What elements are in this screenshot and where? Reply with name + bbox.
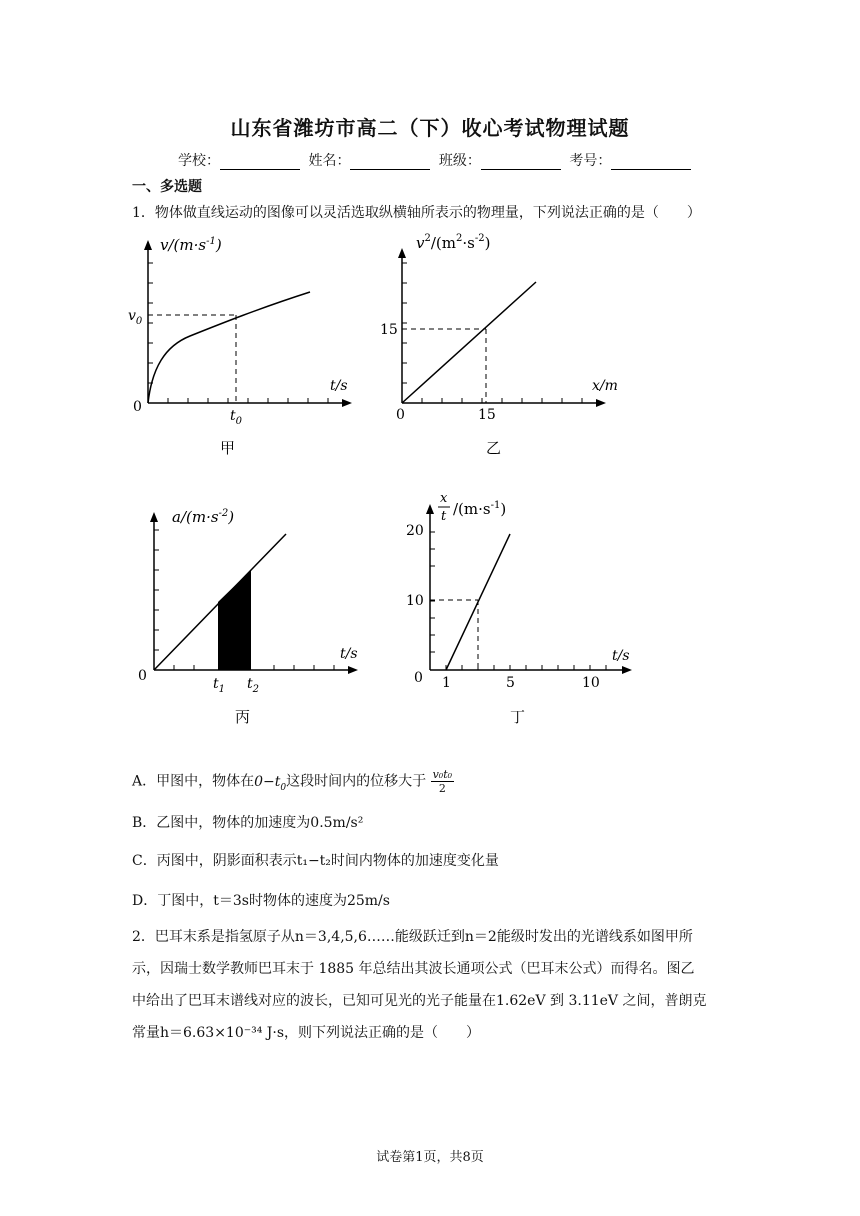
t2-label: $t_2$ — [247, 676, 260, 695]
student-info-line — [178, 150, 695, 170]
tick-marks — [402, 263, 582, 403]
option-c: C．丙图中，阴影面积表示t₁−t₂时间内物体的加速度变化量 — [132, 853, 499, 869]
y-axis-label: $v/(m\cdot s^{-1})$ — [160, 236, 222, 254]
name-label: 姓名： — [308, 153, 351, 169]
graph-jia — [120, 228, 370, 468]
question-2-line-3: 中给出了巴耳末谱线对应的波长，已知可见光的光子能量在1.62eV 到 3.11eV 之间，普朗克 — [132, 993, 707, 1009]
origin-label: 0 — [414, 670, 423, 686]
caption-jia: 甲 — [220, 439, 236, 457]
question-2-line-4: 常量h＝6.63×10⁻³⁴ J·s，则下列说法正确的是（ ） — [132, 1025, 481, 1041]
option-b: B．乙图中，物体的加速度为0.5m/s² — [132, 815, 364, 831]
question-2-line-1: 2．巴耳末系是指氢原子从n＝3,4,5,6……能级跃迁到n＝2能级时发出的光谱线系如图甲所 — [132, 929, 693, 945]
x-axis-label: t/s — [330, 378, 348, 394]
x-axis-arrow — [596, 399, 606, 407]
x-axis-label: t/s — [612, 648, 630, 664]
x-axis-label: t/s — [340, 646, 358, 662]
x15-label: 15 — [478, 407, 496, 423]
x-axis-label: x/m — [592, 378, 618, 394]
x-axis-arrow — [622, 666, 632, 674]
y-axis-arrow — [398, 248, 406, 258]
y-axis-label-unit: $/(m\cdot s^{-1})$ — [453, 500, 507, 518]
tick-marks — [148, 263, 328, 403]
question-2-line-2: 示，因瑞士数学教师巴耳末于 1885 年总结出其波长通项公式（巴耳末公式）而得名。图乙 — [132, 961, 695, 977]
page-footer: 试卷第1页，共8页 — [376, 1150, 484, 1165]
page-title: 山东省潍坊市高二（下）收心考试物理试题 — [230, 116, 630, 140]
question-1-stem: 1．物体做直线运动的图像可以灵活选取纵横轴所表示的物理量，下列说法正确的是（ ） — [132, 205, 701, 221]
y-axis-label-denominator: t — [441, 509, 447, 524]
y-axis-label: $v^2/(m^2\cdot s^{-2})$ — [416, 233, 491, 252]
t0-label: $t_0$ — [230, 408, 243, 427]
x5-label: 5 — [506, 675, 515, 691]
graph-bing — [120, 498, 370, 738]
option-d: D．丁图中，t＝3s时物体的速度为25m/s — [132, 893, 390, 909]
option-a-fraction: $\frac{\text{v₀t₀}}{2}$ — [432, 768, 453, 795]
option-a-mid: 这段时间内的位移大于 — [286, 773, 427, 790]
x-axis-arrow — [348, 666, 358, 674]
option-a-range: $0-t_0$ — [254, 773, 287, 793]
number-blank — [611, 155, 691, 170]
name-blank — [350, 155, 430, 170]
graph-ding — [380, 490, 640, 740]
class-blank — [481, 155, 561, 170]
number-label: 考号： — [569, 153, 612, 169]
y-axis-arrow — [150, 512, 158, 522]
t1-label: $t_1$ — [213, 676, 226, 695]
origin-label: 0 — [138, 668, 147, 684]
class-label: 班级： — [438, 153, 481, 169]
y15-label: 15 — [380, 322, 398, 338]
option-a — [132, 768, 454, 795]
option-a-prefix: A．甲图中，物体在 — [132, 773, 255, 790]
caption-yi: 乙 — [486, 439, 502, 457]
y20-label: 20 — [406, 523, 424, 539]
x10-label: 10 — [582, 675, 600, 691]
school-label: 学校： — [178, 153, 220, 169]
y10-label: 10 — [406, 593, 424, 609]
x1-label: 1 — [442, 675, 451, 691]
y-axis-label: $a/(m\cdot s^{-2})$ — [172, 508, 235, 526]
x-axis-arrow — [342, 399, 352, 407]
graph-yi — [380, 228, 630, 468]
v0-label: $v_0$ — [128, 308, 143, 327]
y-axis-label-numerator: x — [440, 491, 448, 506]
section-heading: 一、多选题 — [132, 179, 202, 195]
y-axis-arrow — [426, 504, 434, 514]
velocity-curve — [148, 292, 310, 403]
y-axis-arrow — [144, 240, 152, 250]
shaded-area — [218, 570, 251, 670]
origin-label: 0 — [396, 407, 405, 423]
caption-bing: 丙 — [235, 708, 251, 726]
school-blank — [220, 155, 300, 170]
caption-ding: 丁 — [510, 708, 526, 726]
origin-label: 0 — [133, 399, 142, 415]
v2-x-line — [402, 282, 536, 403]
